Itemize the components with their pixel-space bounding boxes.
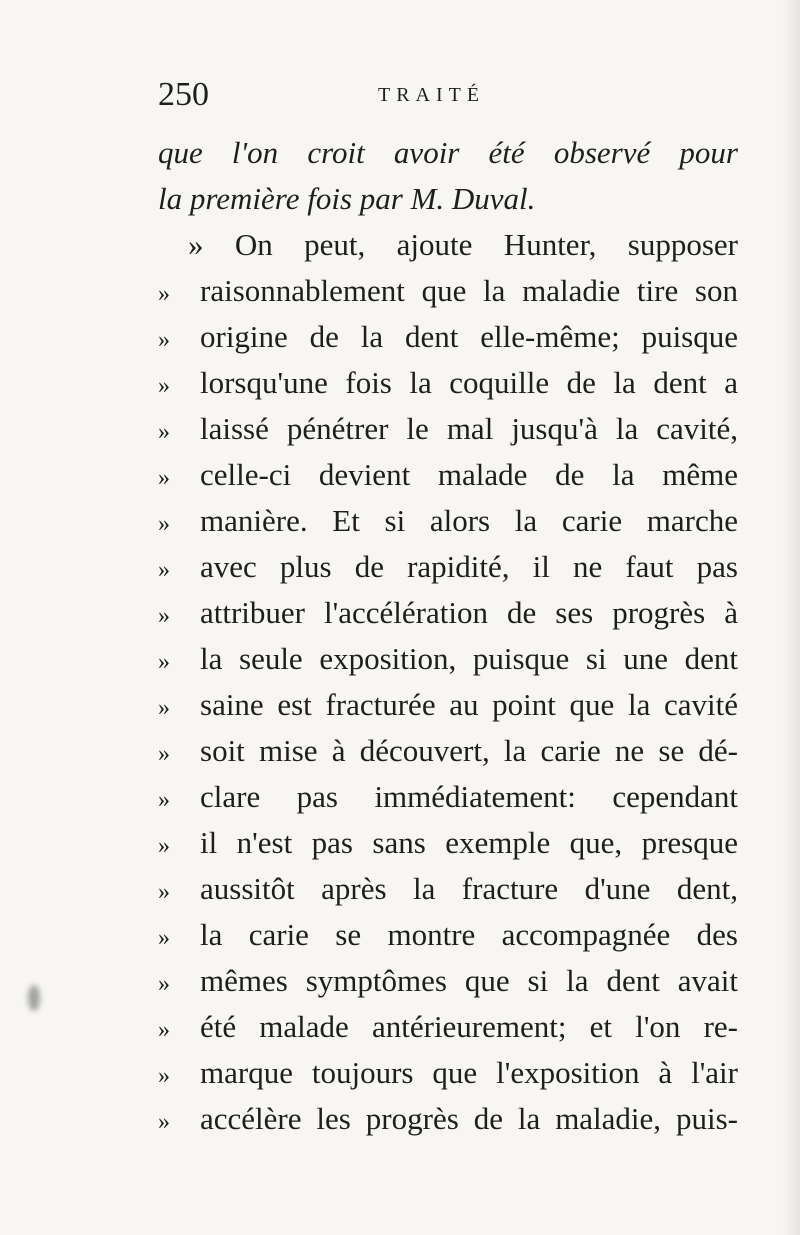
quote-mark: » <box>158 557 170 583</box>
quote-mark: » <box>158 879 170 905</box>
line-text: origine de la dent elle-même; puisque <box>200 319 738 354</box>
line-text: accélère les progrès de la maladie, puis- <box>200 1101 738 1136</box>
text-line <box>158 774 738 820</box>
line-text: avec plus de rapidité, il ne faut pas <box>200 549 738 584</box>
text-line <box>158 268 738 314</box>
text-line <box>158 636 738 682</box>
body-text-block <box>158 130 738 1142</box>
text-line <box>158 222 738 268</box>
page-edge-shadow <box>782 0 800 1235</box>
page-header <box>158 75 738 115</box>
line-text: raisonnablement que la maladie tire son <box>200 273 738 308</box>
text-line <box>158 820 738 866</box>
line-text: que l'on croit avoir été observé pour <box>158 135 738 170</box>
quote-mark: » <box>158 925 170 951</box>
line-text: laissé pénétrer le mal jusqu'à la cavité, <box>200 411 738 446</box>
quote-mark: » <box>158 741 170 767</box>
ink-smudge <box>28 985 40 1011</box>
quote-mark: » <box>158 649 170 675</box>
text-line <box>158 912 738 958</box>
line-text: » On peut, ajoute Hunter, supposer <box>188 227 738 262</box>
text-line <box>158 728 738 774</box>
quote-mark: » <box>158 373 170 399</box>
quote-mark: » <box>158 1017 170 1043</box>
text-line <box>158 544 738 590</box>
running-head: TRAITÉ <box>378 84 486 106</box>
text-line <box>158 360 738 406</box>
quote-mark: » <box>158 419 170 445</box>
quote-mark: » <box>158 603 170 629</box>
quote-mark: » <box>158 511 170 537</box>
line-text: mêmes symptômes que si la dent avait <box>200 963 738 998</box>
text-line <box>158 1050 738 1096</box>
text-line <box>158 498 738 544</box>
text-line <box>158 406 738 452</box>
line-text: lorsqu'une fois la coquille de la dent a <box>200 365 738 400</box>
line-text: manière. Et si alors la carie marche <box>200 503 738 538</box>
quote-mark: » <box>158 1109 170 1135</box>
text-line <box>158 682 738 728</box>
page-number: 250 <box>158 76 209 113</box>
text-line <box>158 314 738 360</box>
quote-mark: » <box>158 465 170 491</box>
text-line <box>158 176 738 222</box>
line-text: la seule exposition, puisque si une dent <box>200 641 738 676</box>
line-text: été malade antérieurement; et l'on re- <box>200 1009 738 1044</box>
text-line <box>158 958 738 1004</box>
text-line <box>158 130 738 176</box>
text-line <box>158 1096 738 1142</box>
quote-mark: » <box>158 281 170 307</box>
line-text: la carie se montre accompagnée des <box>200 917 738 952</box>
text-line <box>158 590 738 636</box>
text-line <box>158 1004 738 1050</box>
line-text: soit mise à découvert, la carie ne se dé- <box>200 733 738 768</box>
line-text: clare pas immédiatement: cependant <box>200 779 738 814</box>
text-line <box>158 866 738 912</box>
line-text: il n'est pas sans exemple que, presque <box>200 825 738 860</box>
quote-mark: » <box>158 787 170 813</box>
line-text: saine est fracturée au point que la cavité <box>200 687 738 722</box>
quote-mark: » <box>158 1063 170 1089</box>
quote-mark: » <box>158 971 170 997</box>
quote-mark: » <box>158 833 170 859</box>
line-text: la première fois par M. Duval. <box>158 181 536 216</box>
quote-mark: » <box>158 327 170 353</box>
quote-mark: » <box>158 695 170 721</box>
text-line <box>158 452 738 498</box>
line-text: marque toujours que l'exposition à l'air <box>200 1055 738 1090</box>
line-text: aussitôt après la fracture d'une dent, <box>200 871 738 906</box>
line-text: attribuer l'accélération de ses progrès à <box>200 595 738 630</box>
line-text: celle-ci devient malade de la même <box>200 457 738 492</box>
